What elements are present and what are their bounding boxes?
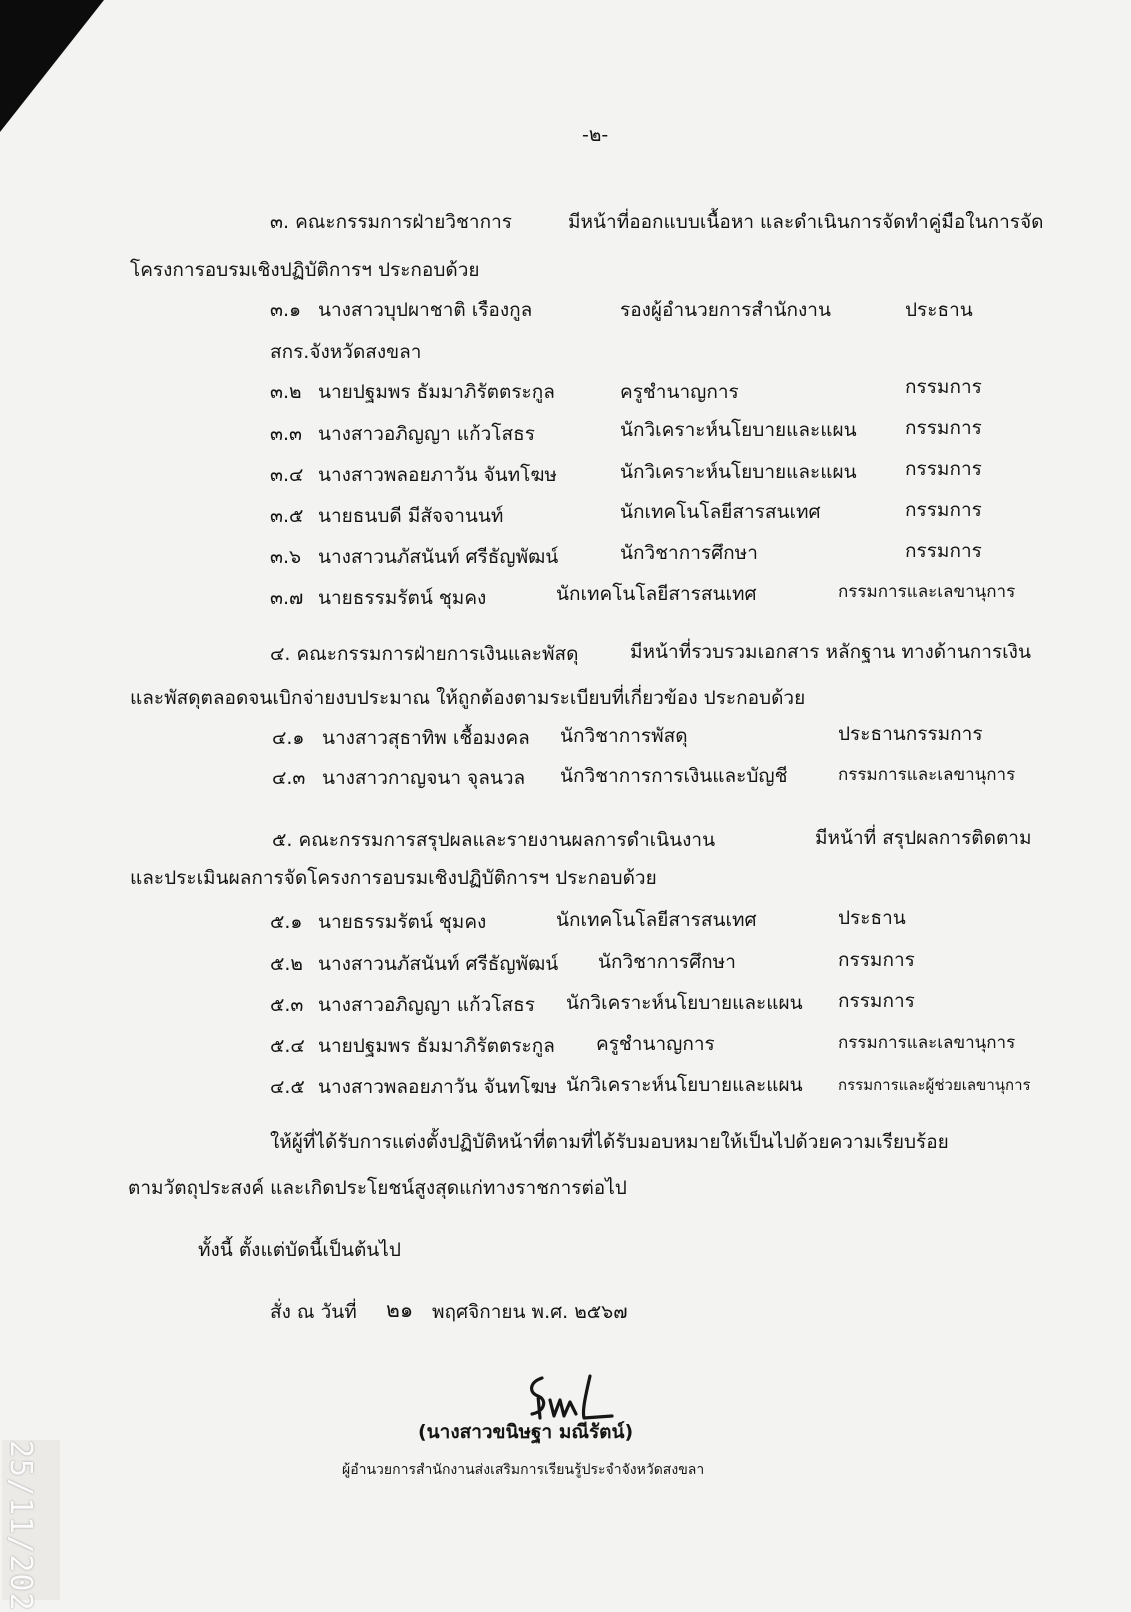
effective-line: ทั้งนี้ ตั้งแต่บัดนี้เป็นต้นไป [198, 1239, 401, 1261]
s5-member-no: ๕.๓ [270, 994, 304, 1016]
section3-duty: มีหน้าที่ออกแบบเนื้อหา และดำเนินการจัดทำคู่มือในการจัด [568, 211, 1044, 233]
s5-member-name: นางสาวพลอยภาวัน จันทโฆษ [318, 1076, 557, 1098]
s4-member-no: ๔.๑ [272, 727, 305, 749]
s3-member-name: นางสาวนภัสนันท์ ศรีธัญพัฒน์ [318, 546, 559, 568]
s3-member-no: ๓.๒ [270, 381, 302, 403]
s3-member-no: ๓.๑ [270, 299, 302, 321]
s3-member-no: ๓.๓ [270, 423, 303, 445]
s5-member-name: นางสาวนภัสนันท์ ศรีธัญพัฒน์ [318, 953, 559, 975]
s3-member-position: นักวิเคราะห์นโยบายและแผน [620, 419, 857, 441]
s5-member-position: นักเทคโนโลยีสารสนเทศ [556, 909, 757, 931]
s3-member-position: นักเทคโนโลยีสารสนเทศ [620, 501, 821, 523]
s5-member-role: กรรมการและเลขานุการ [838, 1033, 1016, 1053]
s3-member-position: นักเทคโนโลยีสารสนเทศ [556, 583, 757, 605]
section3-cont: โครงการอบรมเชิงปฏิบัติการฯ ประกอบด้วย [130, 259, 480, 281]
section5-cont: และประเมินผลการจัดโครงการอบรมเชิงปฏิบัติการฯ ประกอบด้วย [130, 867, 657, 889]
s3-member-position: นักวิเคราะห์นโยบายและแผน [620, 461, 857, 483]
s3-member-no: ๓.๗ [270, 587, 304, 609]
signatory-title: ผู้อำนวยการสำนักงานส่งเสริมการเรียนรู้ประจำจังหวัดสงขลา [342, 1462, 705, 1478]
s3-member-name: นางสาวอภิญญา แก้วโสธร [318, 423, 535, 445]
s3-member-role: กรรมการ [905, 376, 982, 398]
s3-member-position: รองผู้อำนวยการสำนักงาน [620, 299, 831, 321]
section3-heading: ๓. คณะกรรมการฝ่ายวิชาการ [270, 211, 512, 233]
s3-member-role: กรรมการ [905, 540, 982, 562]
s5-member-position: ครูชำนาญการ [596, 1033, 715, 1055]
s5-member-no: ๔.๕ [270, 1076, 305, 1098]
s3-member-role: กรรมการ [905, 499, 982, 521]
signatory-name: (นางสาวขนิษฐา มณีรัตน์) [418, 1421, 634, 1443]
s5-member-role: กรรมการ [838, 990, 915, 1012]
s3-member-name: นางสาวพลอยภาวัน จันทโฆษ [318, 464, 557, 486]
s3-member-name: นายธนบดี มีสัจจานนท์ [318, 505, 504, 527]
s5-member-name: นายปฐมพร ธัมมาภิรัตตระกูล [318, 1035, 555, 1057]
s5-member-name: นายธรรมรัตน์ ชุมคง [318, 911, 487, 933]
s5-member-no: ๕.๒ [270, 953, 303, 975]
section4-cont: และพัสดุตลอดจนเบิกจ่ายงบประมาณ ให้ถูกต้องตามระเบียบที่เกี่ยวข้อง ประกอบด้วย [130, 687, 806, 709]
s3-member-role: กรรมการ [905, 458, 982, 480]
date-stamp-text: 25/11/202 [3, 1440, 38, 1612]
s5-member-role: กรรมการ [838, 949, 915, 971]
section5-heading: ๕. คณะกรรมการสรุปผลและรายงานผลการดำเนินงาน [272, 829, 716, 851]
s5-member-position: นักวิเคราะห์นโยบายและแผน [566, 1074, 803, 1096]
s3-member-name: นายปฐมพร ธัมมาภิรัตตระกูล [318, 381, 555, 403]
s3-member-name-cont: สกร.จังหวัดสงขลา [270, 341, 422, 363]
s4-member-name: นางสาวกาญจนา จุลนวล [322, 767, 526, 789]
date-stamp [2, 1440, 60, 1612]
s3-member-no: ๓.๖ [270, 546, 302, 568]
closing-line1: ให้ผู้ที่ได้รับการแต่งตั้งปฏิบัติหน้าที่ตามที่ได้รับมอบหมายให้เป็นไปด้วยความเรียบร้อย [270, 1131, 949, 1153]
s4-member-role: ประธานกรรมการ [838, 723, 983, 745]
s5-member-position: นักวิชาการศึกษา [598, 951, 736, 973]
s3-member-position: นักวิชาการศึกษา [620, 542, 758, 564]
s5-member-name: นางสาวอภิญญา แก้วโสธร [318, 994, 535, 1016]
s4-member-position: นักวิชาการการเงินและบัญชี [560, 765, 788, 787]
s3-member-no: ๓.๕ [270, 505, 304, 527]
s4-member-name: นางสาวสุธาทิพ เชื้อมงคล [322, 727, 530, 749]
section4-duty: มีหน้าที่รวบรวมเอกสาร หลักฐาน ทางด้านการเงิน [630, 641, 1031, 663]
closing-line2: ตามวัตถุประสงค์ และเกิดประโยชน์สูงสุดแก่ทางราชการต่อไป [128, 1177, 627, 1199]
section4-heading: ๔. คณะกรรมการฝ่ายการเงินและพัสดุ [270, 643, 579, 665]
dark-corner [0, 0, 104, 132]
s5-member-no: ๕.๑ [270, 911, 303, 933]
s4-member-no: ๔.๓ [272, 767, 306, 789]
order-date-month-year: พฤศจิกายน พ.ศ. ๒๕๖๗ [432, 1301, 628, 1323]
order-date-day: ๒๑ [386, 1298, 414, 1322]
s4-member-position: นักวิชาการพัสดุ [560, 725, 688, 747]
section5-duty: มีหน้าที่ สรุปผลการติดตาม [815, 827, 1032, 849]
s3-member-position: ครูชำนาญการ [620, 381, 739, 403]
s3-member-role: กรรมการและเลขานุการ [838, 582, 1016, 602]
s5-member-role: ประธาน [838, 907, 906, 929]
order-date-prefix: สั่ง ณ วันที่ [270, 1301, 357, 1323]
s5-member-role: กรรมการและผู้ช่วยเลขานุการ [838, 1076, 1031, 1094]
s3-member-role: ประธาน [905, 299, 973, 321]
s3-member-name: นางสาวบุปผาชาติ เรืองกูล [318, 299, 533, 321]
s5-member-no: ๕.๔ [270, 1035, 305, 1057]
s3-member-no: ๓.๔ [270, 464, 304, 486]
s5-member-position: นักวิเคราะห์นโยบายและแผน [566, 992, 803, 1014]
s3-member-name: นายธรรมรัตน์ ชุมคง [318, 587, 487, 609]
s4-member-role: กรรมการและเลขานุการ [838, 765, 1016, 785]
s3-member-role: กรรมการ [905, 417, 982, 439]
page-number: -๒- [582, 124, 609, 146]
